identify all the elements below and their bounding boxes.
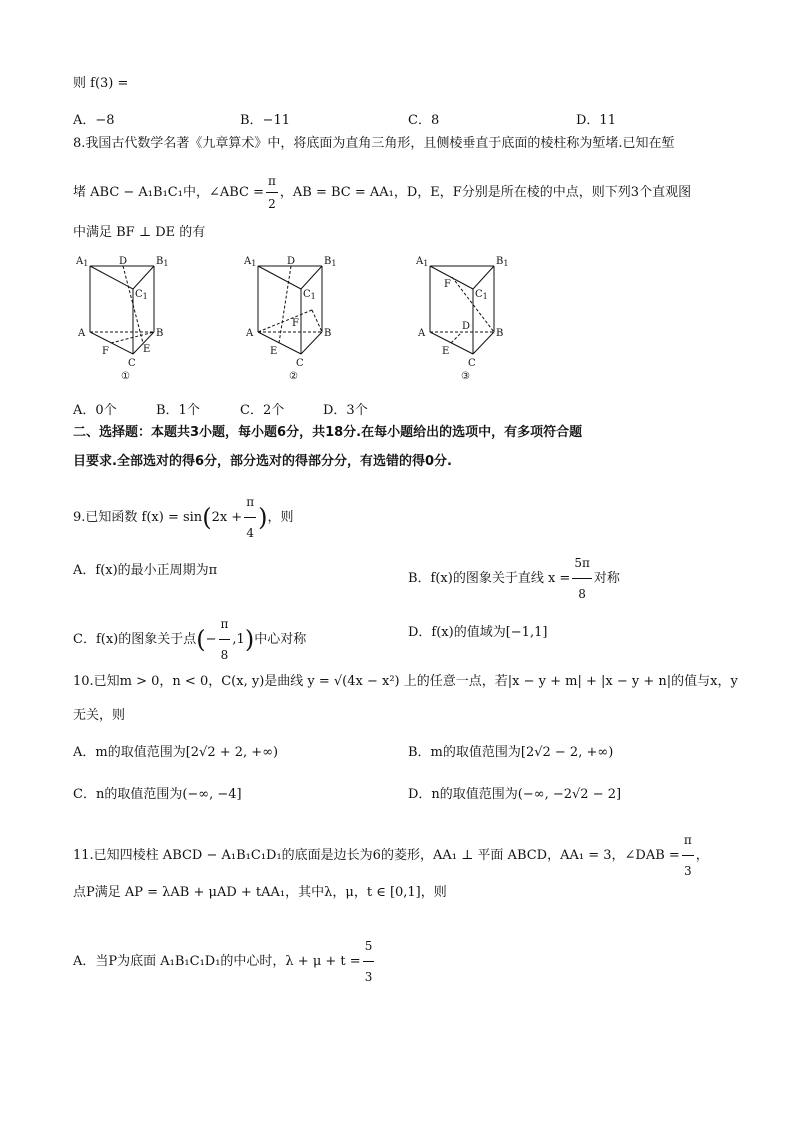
q9-stem: 9.已知函数 f(x) = sin(2x + $\frac{\pi}{4}$ )，则: [73, 488, 293, 547]
q11-option-a: A．当P为底面 A₁B₁C₁D₁的中心时，λ + μ + t = $\frac{5}{3}$: [73, 932, 376, 991]
fig3-label-b1: $B_1$: [496, 256, 509, 268]
fig2-label-d: D: [287, 256, 296, 267]
q11-line1: 11.已知四棱柱 ABCD − A₁B₁C₁D₁的底面是边长为6的菱形，AA₁ ⊥ 平面 ABCD，AA₁ = 3，∠DAB = $\frac{\pi}{3}$ ，: [73, 826, 709, 885]
q9-option-a: A．f(x)的最小正周期为π: [73, 563, 218, 578]
q8-option-a: A．0个: [73, 403, 117, 418]
fig2-caption: ②: [289, 371, 298, 382]
fig1-caption: ①: [121, 371, 130, 382]
fig2-label-b1: $B_1$: [324, 256, 337, 268]
fig1-label-d: D: [119, 256, 128, 267]
q9-option-d: D．f(x)的值域为[−1,1]: [408, 625, 548, 640]
q8-option-b: B．1个: [156, 403, 200, 418]
q7-option-c: C．8: [408, 113, 440, 128]
fig3-label-c1: $C_1$: [475, 289, 488, 301]
q10-option-b: B．m的取值范围为[2√2 − 2, +∞): [408, 745, 614, 760]
q7-option-b: B．−11: [240, 113, 290, 128]
fig2-label-a: A: [246, 328, 254, 339]
fig1-label-b: B: [156, 328, 164, 339]
fig1-label-a: A: [78, 328, 86, 339]
q7-option-d: D．11: [576, 113, 616, 128]
fig3-label-b: B: [496, 328, 504, 339]
q10-option-c: C．n的取值范围为(−∞, −4]: [73, 787, 242, 802]
fig2-label-f: F: [292, 318, 299, 329]
fig2-label-c: C: [296, 358, 304, 369]
fig3-label-f: F: [444, 279, 451, 290]
q10-option-d: D．n的取值范围为(−∞, −2√2 − 2]: [408, 787, 622, 802]
q8-option-d: D．3个: [323, 403, 368, 418]
fig2-label-a1: $A_1$: [244, 256, 257, 268]
fig1-label-c: C: [128, 358, 136, 369]
q9-option-b: B．f(x)的图象关于直线 x = $\frac{5\pi}{8}$ 对称: [408, 549, 620, 608]
q11-line2: 点P满足 AP = λAB + μAD + tAA₁，其中λ，μ，t ∈ [0,1]，则: [73, 885, 447, 900]
q8-line1: 8.我国古代数学名著《九章算术》中，将底面为直角三角形，且侧棱垂直于底面的棱柱称为堑堵.已知在堑: [73, 136, 675, 151]
q9-option-c: C．f(x)的图象关于点(− $\frac{\pi}{8}$ ,1)中心对称: [73, 610, 306, 669]
fig1-label-c1: $C_1$: [135, 289, 148, 301]
q7-stem: 则 f(3) =: [73, 76, 129, 91]
fig3-label-c: C: [468, 358, 476, 369]
fig3-label-e: E: [442, 346, 450, 357]
fig2-label-e: E: [270, 346, 278, 357]
q7-option-a: A．−8: [73, 113, 115, 128]
q10-line1: 10.已知m > 0，n < 0，C(x, y)是曲线 y = √(4x − x²) 上的任意一点，若|x − y + m| + |x − y + n|的值与x，y: [73, 674, 738, 689]
fig1-label-a1: $A_1$: [76, 256, 89, 268]
fig3-label-a1: $A_1$: [416, 256, 429, 268]
q10-line2: 无关，则: [73, 708, 126, 723]
fig3-caption: ③: [461, 371, 470, 382]
fig1-label-f: F: [102, 346, 109, 357]
figure-1-prism: [72, 252, 172, 382]
q8-line2: 堵 ABC − A₁B₁C₁中，∠ABC = $\frac{\pi}{2}$ ，AB = BC = AA₁，D，E，F分别是所在棱的中点，则下列3个直观图: [73, 171, 691, 214]
figure-3-prism: [412, 252, 512, 382]
fig3-label-a: A: [418, 328, 426, 339]
fig1-label-b1: $B_1$: [156, 256, 169, 268]
q8-option-c: C．2个: [240, 403, 285, 418]
section2-heading-line2: 目要求.全部选对的得6分，部分选对的得部分分，有选错的得0分.: [73, 454, 452, 469]
section2-heading-line1: 二、选择题：本题共3小题，每小题6分，共18分.在每小题给出的选项中，有多项符合题: [73, 425, 583, 440]
q8-line3: 中满足 BF ⊥ DE 的有: [73, 225, 206, 240]
fig1-label-e: E: [143, 344, 151, 355]
q10-option-a: A．m的取值范围为[2√2 + 2, +∞): [73, 745, 279, 760]
fig3-label-d: D: [462, 321, 471, 332]
fig2-label-c1: $C_1$: [303, 289, 316, 301]
fig2-label-b: B: [324, 328, 332, 339]
figure-2-prism: [240, 252, 340, 382]
